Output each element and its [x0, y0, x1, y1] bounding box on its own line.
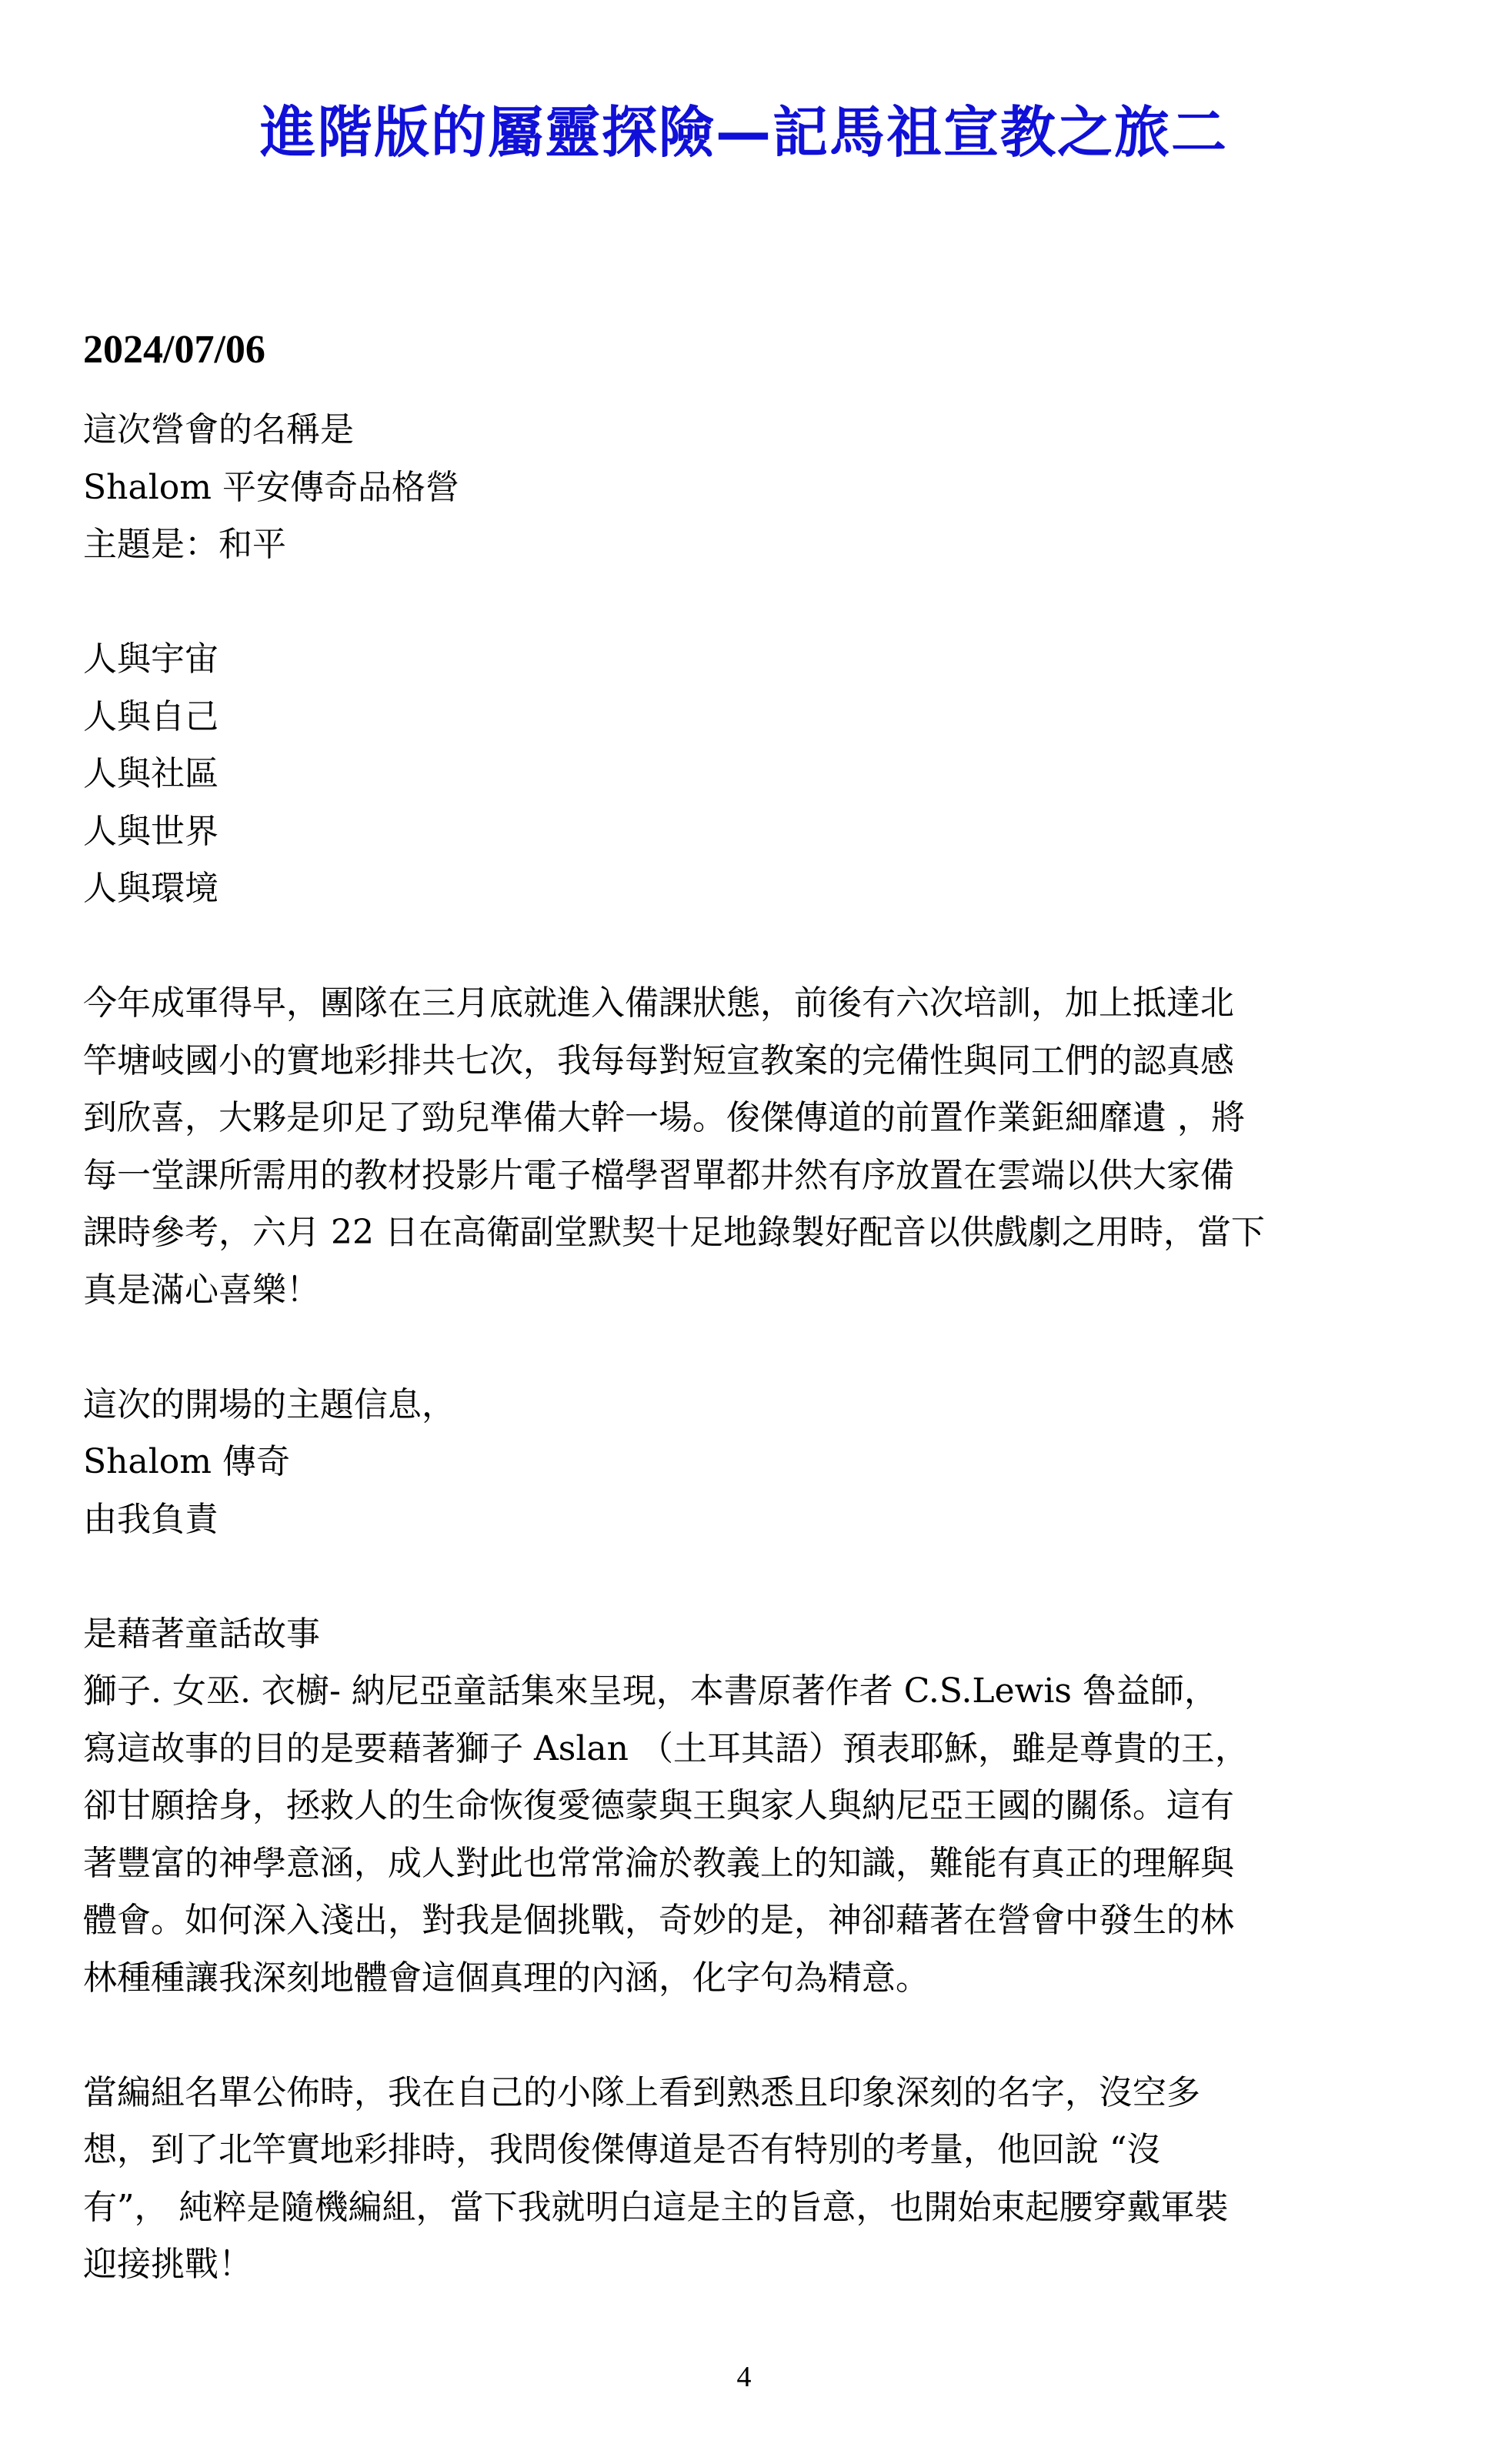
- text-line: 主題是：和平: [83, 525, 286, 564]
- text-line: Shalom 平安傳奇品格營: [83, 467, 459, 507]
- text-line: 寫這故事的目的是要藉著獅子 Aslan （土耳其語）預表耶穌，雖是尊貴的王，: [83, 1728, 1249, 1768]
- text-line: 迎接挑戰！: [83, 2245, 252, 2284]
- text-line: 竿塘岐國小的實地彩排共七次，我每每對短宣教案的完備性與同工們的認真感: [83, 1040, 1234, 1080]
- paragraph-gap: [83, 1548, 1414, 1606]
- text-line: 卻甘願捨身，拯救人的生命恢復愛德蒙與王與家人與納尼亞王國的關係。這有: [83, 1786, 1234, 1825]
- document-title: 進階版的屬靈探險—記馬祖宣教之旅二: [259, 100, 1228, 165]
- entry-date: 2024/07/06: [83, 328, 265, 372]
- text-line: 有”， 純粹是隨機編組，當下我就明白這是主的旨意，也開始束起腰穿戴軍裝: [83, 2187, 1229, 2227]
- paragraph-gap: [83, 2007, 1414, 2065]
- page-number: 4: [736, 2361, 752, 2393]
- text-line: 是藉著童話故事: [83, 1614, 320, 1654]
- text-line: 今年成軍得早，團隊在三月底就進入備課狀態，前後有六次培訓，加上抵達北: [83, 983, 1234, 1023]
- text-line: 人與宇宙: [83, 639, 219, 679]
- paragraph-gap: [83, 574, 1414, 632]
- text-line: 當編組名單公佈時，我在自己的小隊上看到熟悉且印象深刻的名字，沒空多: [83, 2072, 1200, 2112]
- text-line: 人與社區: [83, 754, 219, 793]
- text-line: 著豐富的神學意涵，成人對此也常常淪於教義上的知識，難能有真正的理解與: [83, 1843, 1234, 1883]
- text-line: 獅子. 女巫. 衣櫥- 納尼亞童話集來呈現，本書原著作者 C.S.Lewis 魯益師，: [83, 1671, 1218, 1711]
- text-line: 人與環境: [83, 869, 219, 908]
- text-line: 這次的開場的主題信息，: [83, 1384, 455, 1424]
- body-text: [83, 402, 1414, 2294]
- text-line: 體會。如何深入淺出，對我是個挑戰，奇妙的是，神卻藉著在營會中發生的林: [83, 1901, 1234, 1940]
- text-line: 課時參考，六月 22 日在高衛副堂默契十足地錄製好配音以供戲劇之用時，當下: [83, 1213, 1265, 1252]
- text-line: 想，到了北竿實地彩排時，我問俊傑傳道是否有特別的考量，他回說 “沒: [83, 2130, 1161, 2169]
- paragraph-gap: [83, 1319, 1414, 1377]
- text-line: 人與世界: [83, 811, 219, 851]
- text-line: 由我負責: [83, 1499, 219, 1539]
- text-line: 到欣喜，大夥是卯足了勁兒準備大幹一場。俊傑傳道的前置作業鉅細靡遺 ，將: [83, 1098, 1245, 1137]
- text-line: 這次營會的名稱是: [83, 410, 354, 449]
- text-line: 每一堂課所需用的教材投影片電子檔學習單都井然有序放置在雲端以供大家備: [83, 1155, 1234, 1195]
- text-line: 林種種讓我深刻地體會這個真理的內涵，化字句為精意。: [83, 1958, 929, 1998]
- text-line: 真是滿心喜樂！: [83, 1270, 320, 1310]
- paragraph-gap: [83, 918, 1414, 976]
- text-line: 人與自己: [83, 696, 219, 736]
- text-line: Shalom 傳奇: [83, 1442, 290, 1481]
